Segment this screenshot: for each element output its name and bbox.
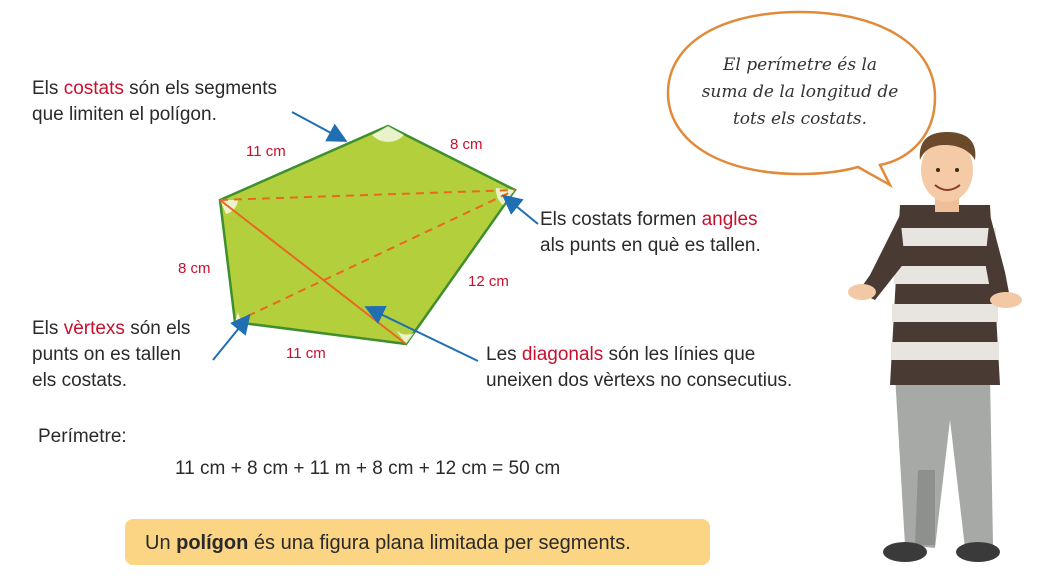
arrow-vertexs xyxy=(213,317,248,360)
boy-illustration xyxy=(848,132,1022,562)
bubble-line2: suma de la longitud de xyxy=(701,82,899,102)
measure-right: 12 cm xyxy=(468,273,509,290)
bubble-line1: El perímetre és la xyxy=(722,55,878,75)
angles-term: angles xyxy=(701,209,758,230)
definition-pre: Un xyxy=(145,532,177,554)
diagonals-label xyxy=(486,342,792,394)
angles-pre: Els costats formen xyxy=(540,209,702,230)
angles-label xyxy=(540,207,761,259)
arrow-angles xyxy=(505,197,538,224)
diagonals-post: són les línies que xyxy=(603,344,756,365)
measure-bottom: 11 cm xyxy=(286,345,326,362)
measure-left: 8 cm xyxy=(178,260,211,277)
vertexs-line3: els costats. xyxy=(32,370,128,391)
arrow-costats xyxy=(292,112,344,140)
definition-post: és una figura plana limitada per segments. xyxy=(248,532,631,554)
perimeter-formula: 11 cm + 8 cm + 11 m + 8 cm + 12 cm = 50 cm xyxy=(175,458,561,479)
costats-label xyxy=(32,76,277,128)
costats-term: costats xyxy=(63,78,124,99)
vertexs-label xyxy=(32,316,190,394)
definition-text xyxy=(145,530,631,556)
vertexs-line2: punts on es tallen xyxy=(32,344,181,365)
diagonals-term: diagonals xyxy=(521,344,604,365)
costats-post: són els segments xyxy=(123,78,278,99)
vertexs-pre: Els xyxy=(32,318,64,339)
diagonals-pre: Les xyxy=(486,344,522,365)
speech-bubble-text xyxy=(700,52,900,133)
angles-line2: als punts en què es tallen. xyxy=(540,235,761,256)
diagonals-line2: uneixen dos vèrtexs no consecutius. xyxy=(486,370,793,391)
measure-top-left: 11 cm xyxy=(246,143,286,160)
vertexs-term: vèrtexs xyxy=(63,318,125,339)
vertexs-post: són els xyxy=(124,318,191,339)
measure-top-right: 8 cm xyxy=(450,136,483,153)
costats-line2: que limiten el polígon. xyxy=(32,104,217,125)
perimeter-label: Perímetre: xyxy=(38,426,127,447)
definition-term: polígon xyxy=(176,532,249,554)
costats-pre: Els xyxy=(32,78,64,99)
bubble-line3: tots els costats. xyxy=(732,109,868,129)
